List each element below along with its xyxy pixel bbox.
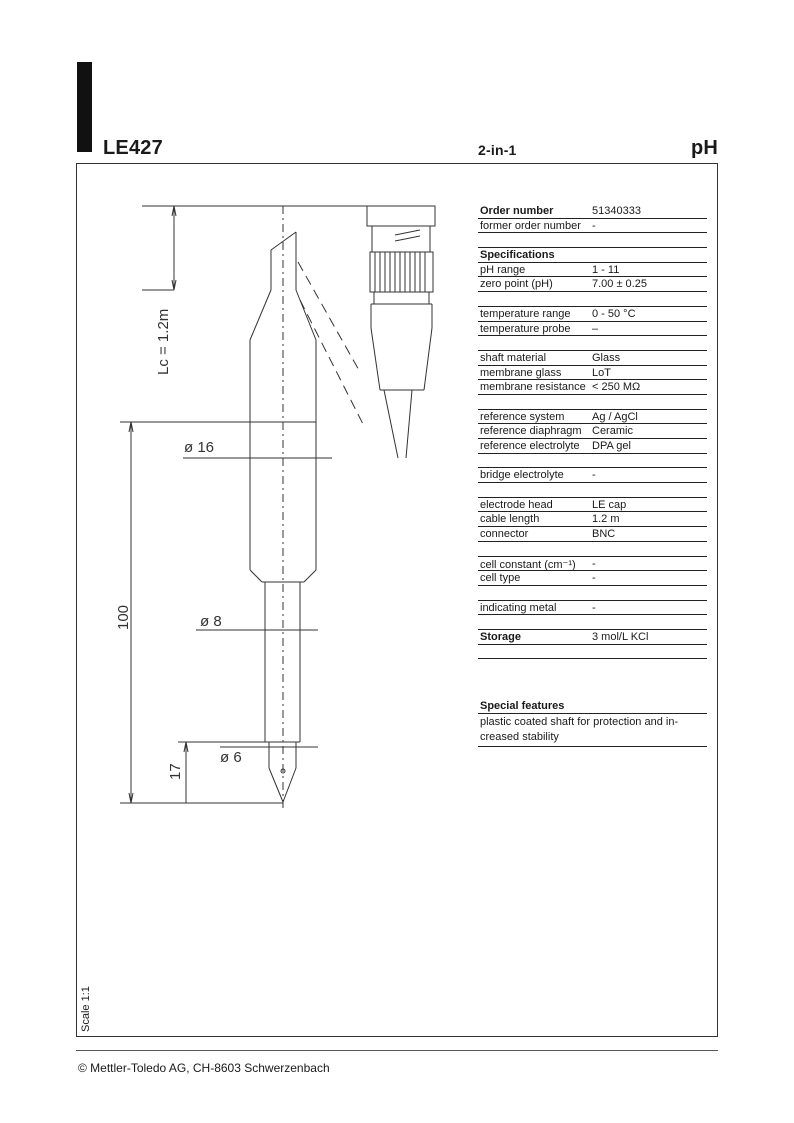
product-type: 2-in-1 xyxy=(478,142,517,158)
spec-value: - xyxy=(592,572,596,585)
spec-value: 0 - 50 °C xyxy=(592,307,636,320)
spec-row xyxy=(478,557,707,572)
spec-gap xyxy=(478,395,707,410)
spec-key: Order number xyxy=(480,205,554,217)
spec-key: membrane glass xyxy=(480,366,562,379)
spec-key: reference diaphragm xyxy=(480,425,582,438)
spec-value: - xyxy=(592,469,596,482)
spec-row xyxy=(478,380,707,395)
footer-rule xyxy=(76,1050,718,1051)
spec-value: < 250 MΩ xyxy=(592,381,641,394)
spec-value: 7.00 ± 0.25 xyxy=(592,278,647,291)
spec-row xyxy=(478,527,707,542)
spec-gap xyxy=(478,454,707,469)
product-title: LE427 xyxy=(103,137,163,159)
spec-key: temperature probe xyxy=(480,322,571,335)
spec-row xyxy=(478,410,707,425)
features-text: plastic coated shaft for protection and in-creased stability xyxy=(478,714,707,747)
scale-label: Scale 1:1 xyxy=(80,986,92,1032)
spec-value: Ag / AgCl xyxy=(592,410,638,423)
spec-key: connector xyxy=(480,528,529,541)
spec-gap xyxy=(478,292,707,307)
spec-key: reference electrolyte xyxy=(480,440,580,452)
spec-row xyxy=(478,468,707,483)
special-features xyxy=(478,699,707,747)
spec-value: Ceramic xyxy=(592,425,633,438)
spec-key: former order number xyxy=(480,219,581,232)
features-title: Special features xyxy=(478,699,707,714)
spec-row xyxy=(478,366,707,381)
spec-key: Specifications xyxy=(480,249,555,262)
spec-row xyxy=(478,601,707,616)
spec-row xyxy=(478,204,707,219)
spec-gap xyxy=(478,542,707,557)
spec-key: membrane resistance xyxy=(480,381,586,394)
spec-value: - xyxy=(592,601,596,614)
spec-row xyxy=(478,512,707,527)
spec-value: 1.2 m xyxy=(592,513,620,526)
spec-row xyxy=(478,498,707,513)
spec-row xyxy=(478,277,707,292)
spec-gap xyxy=(478,233,707,248)
spec-value: BNC xyxy=(592,528,616,541)
specifications-table xyxy=(478,204,707,659)
diameter-16-label: ø 16 xyxy=(184,439,215,456)
spec-row xyxy=(478,571,707,586)
length-100-label: 100 xyxy=(115,604,132,630)
spec-row xyxy=(478,263,707,278)
spec-key: bridge electrolyte xyxy=(480,469,564,482)
spec-value: – xyxy=(592,322,599,335)
spec-key: indicating metal xyxy=(480,601,557,614)
diameter-6-label: ø 6 xyxy=(220,749,242,766)
spec-value: DPA gel xyxy=(592,440,631,452)
spec-value: 1 - 11 xyxy=(592,263,620,276)
spec-row xyxy=(478,322,707,337)
spec-value: 3 mol/L KCl xyxy=(592,630,649,643)
spec-gap xyxy=(478,336,707,351)
spec-row xyxy=(478,630,707,645)
spec-key: temperature range xyxy=(480,307,571,320)
spec-gap xyxy=(478,615,707,630)
spec-row xyxy=(478,307,707,322)
spec-row xyxy=(478,351,707,366)
spec-key: cell constant (cm⁻¹) xyxy=(480,558,576,571)
measurement-label: pH xyxy=(690,137,718,159)
spec-gap xyxy=(478,483,707,498)
spec-value: - xyxy=(592,557,596,570)
diameter-8-label: ø 8 xyxy=(200,613,222,630)
footer-copyright: © Mettler-Toledo AG, CH-8603 Schwerzenbach xyxy=(78,1061,330,1075)
spec-value: LoT xyxy=(592,366,611,379)
spec-key: cable length xyxy=(480,513,540,526)
length-17-label: 17 xyxy=(167,763,184,780)
spec-value: - xyxy=(592,219,596,232)
spec-key: shaft material xyxy=(480,351,547,364)
spec-row xyxy=(478,248,707,263)
spec-key: cell type xyxy=(480,572,521,585)
spec-row xyxy=(478,219,707,234)
spec-key: reference system xyxy=(480,410,565,423)
spec-value: Glass xyxy=(592,351,621,364)
spec-key: zero point (pH) xyxy=(480,278,553,291)
spec-key: electrode head xyxy=(480,498,553,511)
spec-value: LE cap xyxy=(592,498,627,511)
spec-row xyxy=(478,424,707,439)
spec-value: 51340333 xyxy=(592,205,641,217)
spec-key: pH range xyxy=(480,263,526,276)
spec-key: Storage xyxy=(480,630,521,643)
cable-length-label: Lc = 1.2m xyxy=(155,308,172,375)
spec-row xyxy=(478,439,707,454)
spec-gap xyxy=(478,645,707,660)
spec-gap xyxy=(478,586,707,601)
